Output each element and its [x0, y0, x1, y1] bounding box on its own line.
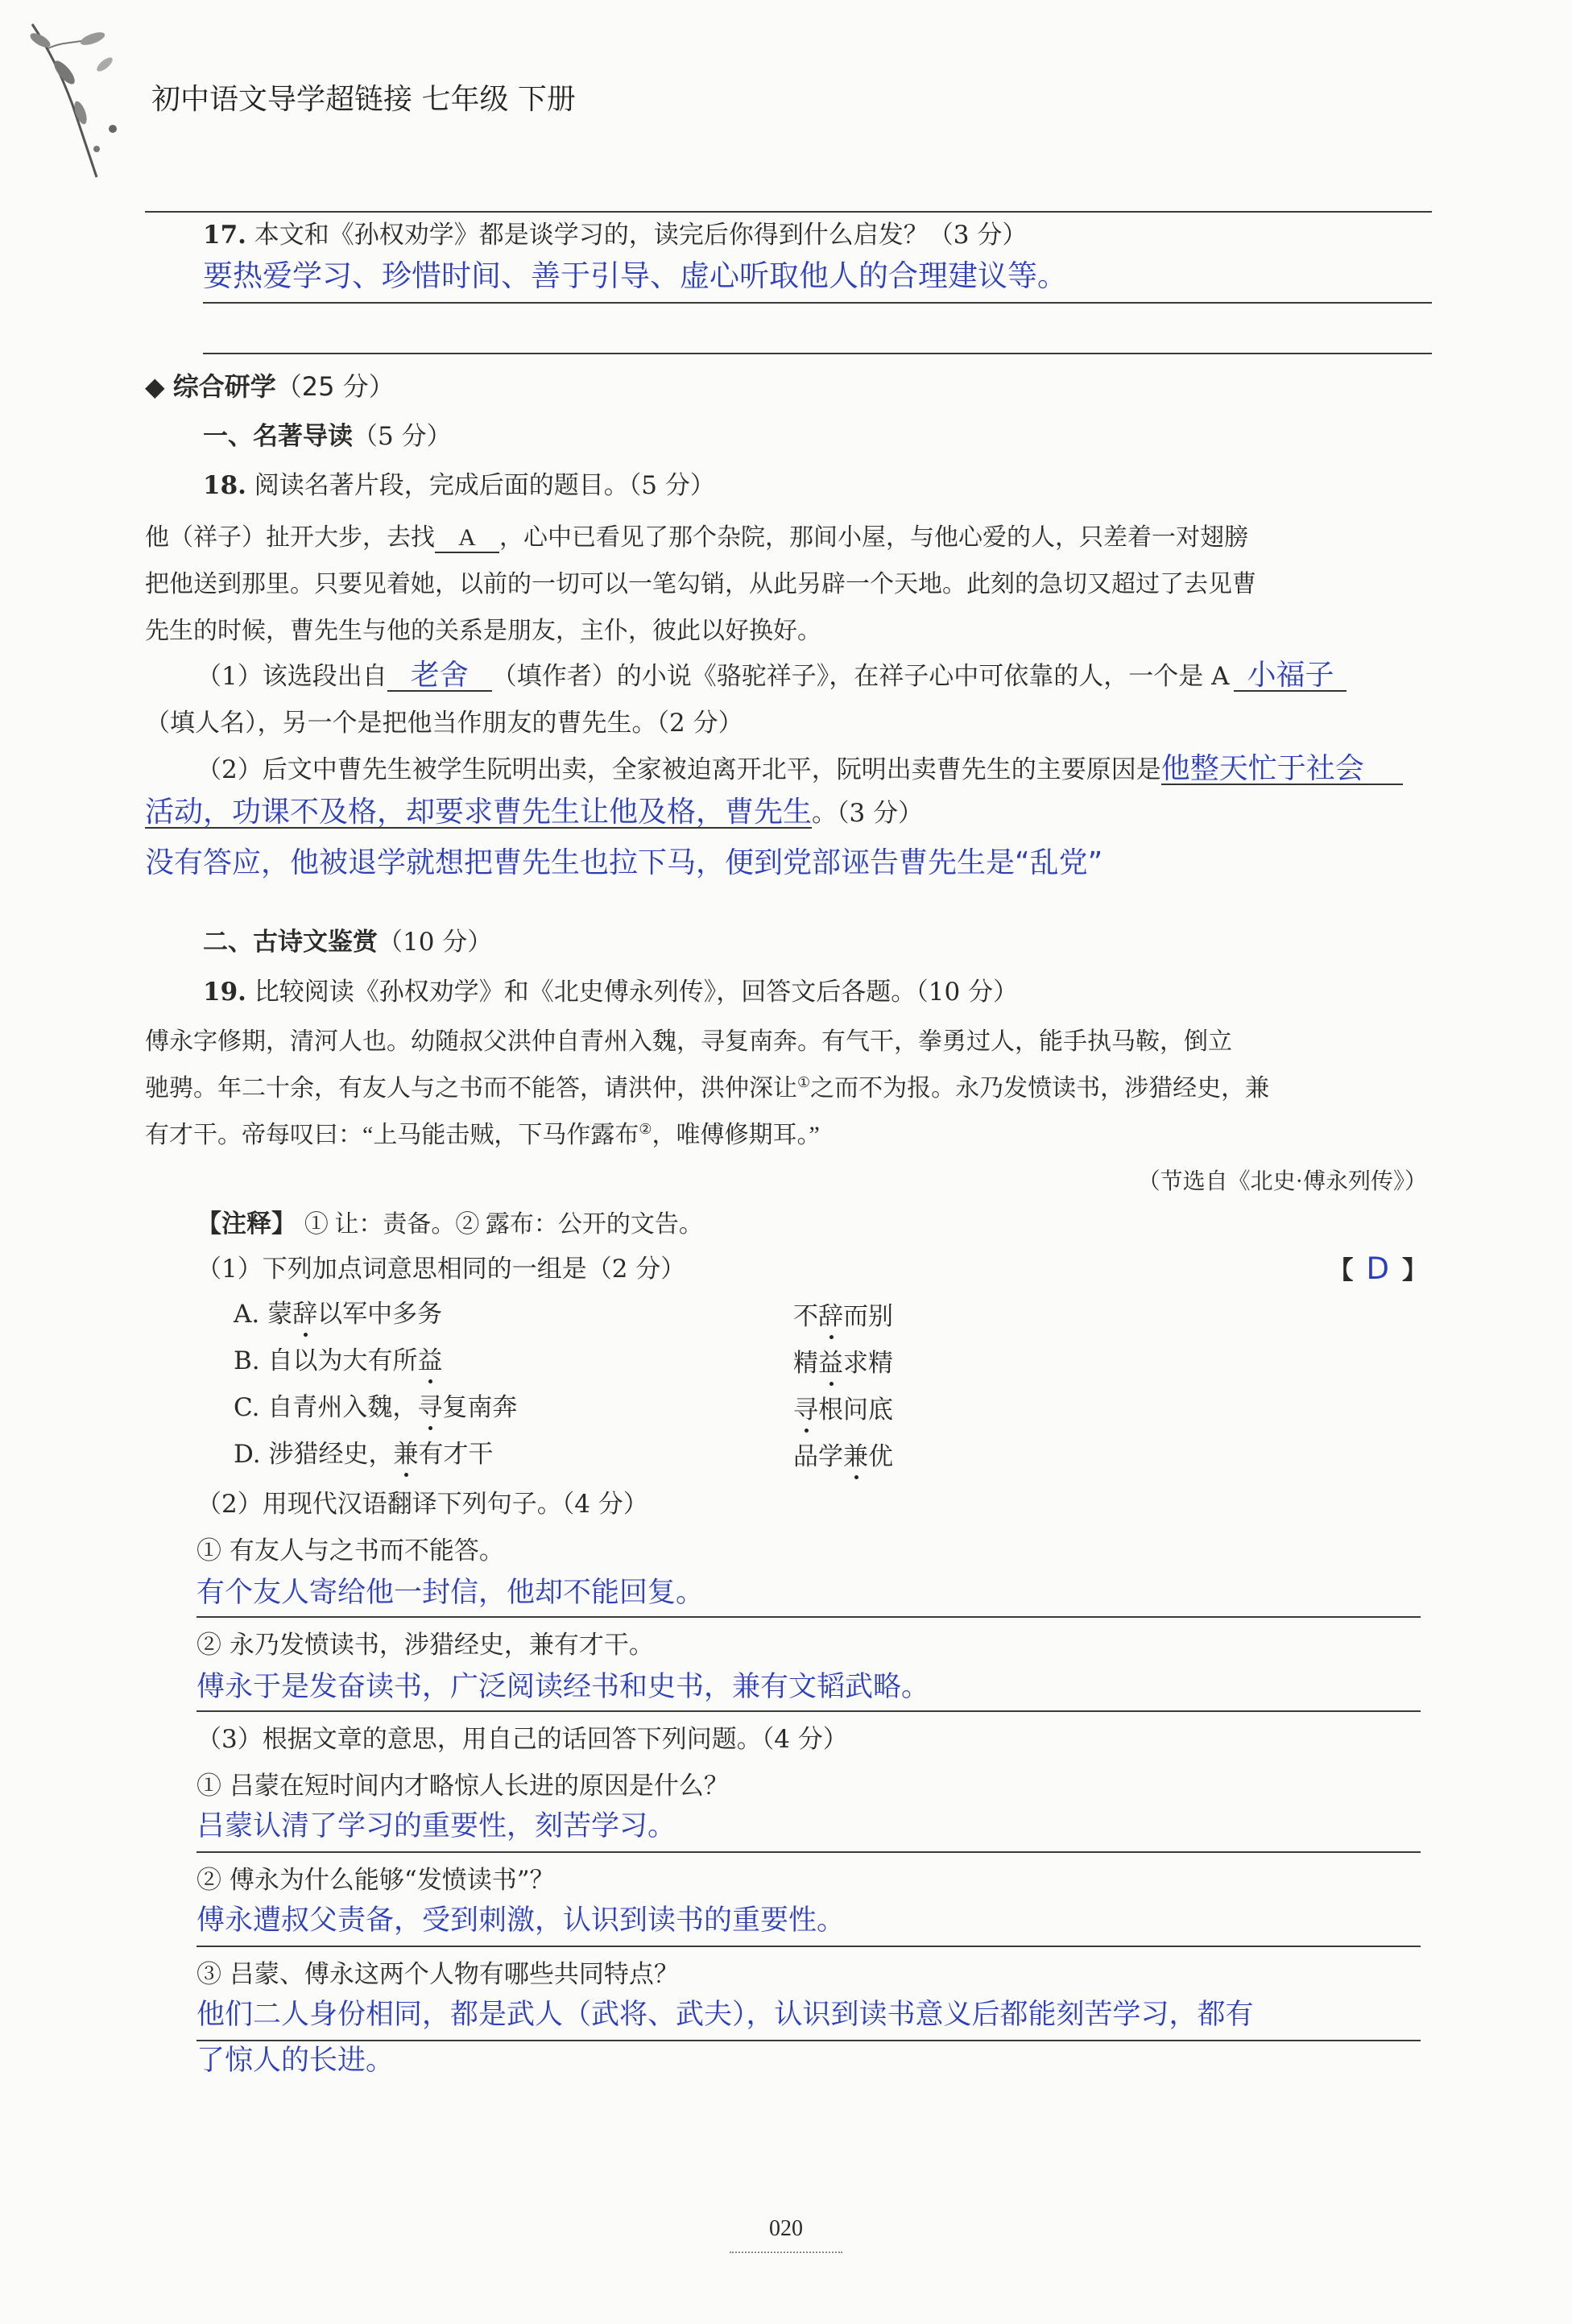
q19-source: （节选自《北史·傅永列传》）: [1137, 1169, 1427, 1194]
sub1-answer: D: [1366, 1251, 1389, 1286]
dotted-char: 益: [818, 1349, 843, 1378]
q18-sub2-line1: [196, 754, 1403, 786]
passage-text: ，心中已看见了那个杂院，那间小屋，与他心爱的人，只差着一对翅膀: [499, 524, 1248, 551]
blank-a: A: [435, 524, 499, 553]
sub2-score: 。（3 分）: [812, 799, 924, 828]
q18-sub2-answer-line3: 没有答应，他被退学就想把曹先生也拉下马，便到党部诬告曹先生是“乱党”: [145, 846, 1103, 879]
part1-heading: [203, 420, 452, 453]
q17-prompt: [203, 219, 1027, 251]
option-b: [234, 1345, 443, 1377]
option-d-right: [793, 1441, 893, 1473]
q17-text: 本文和《孙权劝学》都是谈学习的，读完后你得到什么启发？（3 分）: [254, 221, 1028, 250]
option-right-text: 品学兼优: [793, 1442, 893, 1471]
section-title: 综合研学: [172, 371, 276, 402]
q19-sub1-prompt: （1）下列加点词意思相同的一组是（2 分）: [196, 1255, 686, 1284]
passage-text: 他（祥子）扯开大步，去找: [145, 524, 435, 551]
answer-line: [203, 302, 1432, 304]
dotted-char: 辞: [292, 1300, 318, 1329]
option-c: [234, 1392, 517, 1424]
reason-q2: ② 傅永为什么能够“发愤读书”？: [196, 1866, 555, 1895]
sub1-answer-name: 小福子: [1234, 661, 1347, 692]
dotted-char: 辞: [818, 1302, 843, 1331]
option-label: A.: [234, 1300, 260, 1329]
q19-prompt: [203, 976, 1018, 1008]
answer-line: [196, 1946, 1421, 1947]
q18-sub1-line2: （填人名），另一个是把他当作朋友的曹先生。（2 分）: [145, 709, 743, 738]
reason-a2: 傅永遭叔父责备，受到刺激，认识到读书的重要性。: [196, 1904, 846, 1937]
page-number: 020: [769, 2216, 803, 2241]
part1-score: （5 分）: [353, 422, 452, 451]
passage-text: 驰骋。年二十余，有友人与之书而不能答，请洪仲，洪仲深让: [145, 1075, 797, 1102]
q19-sub3-prompt: （3）根据文章的意思，用自己的话回答下列问题。（4 分）: [196, 1725, 848, 1754]
sub2-answer: 他整天忙于社会: [1161, 755, 1403, 785]
divider: [145, 211, 1432, 213]
reason-q3: ③ 吕蒙、傅永这两个人物有哪些共同特点？: [196, 1960, 679, 1989]
dotted-char: 兼: [843, 1442, 868, 1471]
dotted-char: 寻: [417, 1393, 443, 1422]
q19-passage-line3: [145, 1114, 820, 1150]
q18-sub1-line1: [196, 660, 1347, 693]
q18-text: 阅读名著片段，完成后面的题目。（5 分）: [254, 471, 715, 500]
part2-heading: [203, 926, 492, 958]
q19-passage-line1: 傅永字修期，清河人也。幼随叔父洪仲自青州入魏，寻复南奔。有气干，拳勇过人，能手执马鞍，倒立: [145, 1028, 1232, 1055]
option-right-text: 精益求精: [793, 1349, 893, 1378]
footnote-marker: ②: [639, 1121, 652, 1137]
q19-text: 比较阅读《孙权劝学》和《北史傅永列传》，回答文后各题。（10 分）: [254, 978, 1019, 1007]
dotted-char: 兼: [393, 1440, 419, 1469]
option-d: [234, 1438, 493, 1470]
answer-line: [196, 1710, 1421, 1712]
part1-title: 一、名著导读: [203, 422, 353, 451]
q18-prompt: [203, 469, 715, 502]
header-title: 初中语文导学超链接 七年级 下册: [151, 83, 576, 116]
q19-sub2-prompt: （2）用现代汉语翻译下列句子。（4 分）: [196, 1490, 648, 1519]
dotted-char: 寻: [793, 1396, 818, 1425]
q19-passage-line2: [145, 1068, 1269, 1103]
option-left-text: 自以为大有所益: [267, 1346, 443, 1375]
option-label: D.: [234, 1440, 261, 1469]
note-label: 【注释】: [196, 1210, 296, 1239]
answer-line: [196, 1616, 1421, 1618]
q19-notes: [196, 1208, 703, 1241]
translate-q1: ① 有友人与之书而不能答。: [196, 1536, 504, 1565]
footnote-marker: ①: [797, 1074, 811, 1090]
translate-a1: 有个友人寄给他一封信，他却不能回复。: [196, 1577, 705, 1609]
sub1-answer-author: 老舍: [387, 661, 492, 692]
q19-number: 19.: [203, 978, 246, 1007]
option-right-text: 寻根问底: [793, 1396, 893, 1425]
q18-number: 18.: [203, 471, 246, 500]
option-label: C.: [234, 1393, 260, 1422]
sub1-text: （填作者）的小说《骆驼祥子》，在祥子心中可依靠的人，一个是 A: [491, 662, 1230, 691]
ink-plant-decoration: [16, 16, 137, 185]
q18-passage-line2: 把他送到那里。只要见着她，以前的一切可以一笔勾销，从此另辟一个天地。此刻的急切又超过了去见曹: [145, 571, 1256, 598]
translate-a2: 傅永于是发奋读书，广泛阅读经书和史书，兼有文韬武略。: [196, 1671, 930, 1703]
passage-text: 之而不为报。永乃发愤读书，涉猎经史，兼: [810, 1075, 1270, 1102]
option-left-text: 蒙辞以军中多务: [267, 1300, 443, 1329]
q19-sub1-answer-bracket: [1329, 1253, 1428, 1287]
reason-q1: ① 吕蒙在短时间内才略惊人长进的原因是什么？: [196, 1772, 729, 1801]
sub1-text: （1）该选段出自: [196, 662, 387, 691]
reason-a3-line2: 了惊人的长进。: [196, 2045, 395, 2077]
translate-q2: ② 永乃发愤读书，涉猎经史，兼有才干。: [196, 1631, 654, 1660]
q18-passage-line1: [145, 517, 1248, 553]
diamond-icon: ◆: [145, 371, 165, 402]
option-left-text: 涉猎经史，兼有才干: [268, 1440, 494, 1469]
option-right-text: 不辞而别: [793, 1302, 893, 1331]
part2-title: 二、古诗文鉴赏: [203, 928, 378, 957]
section-score: （25 分）: [275, 371, 395, 402]
sub2-answer: 活动，功课不及格，却要求曹先生让他及格，曹先生: [145, 796, 813, 829]
answer-line: [203, 353, 1432, 354]
dotted-char: 益: [417, 1346, 443, 1375]
option-label: B.: [234, 1346, 260, 1375]
section-heading: [145, 366, 395, 403]
reason-a1: 吕蒙认清了学习的重要性，刻苦学习。: [196, 1810, 676, 1842]
option-a: [234, 1298, 442, 1330]
answer-line: [196, 1851, 1421, 1853]
part2-score: （10 分）: [378, 928, 493, 957]
sub2-text: （2）后文中曹先生被学生阮明出卖，全家被迫离开北平，阮明出卖曹先生的主要原因是: [196, 755, 1161, 784]
q18-passage-line3: 先生的时候，曹先生与他的关系是朋友，主仆，彼此以好换好。: [145, 618, 821, 644]
q18-sub2-line2: [145, 797, 923, 829]
bracket-right: 】: [1402, 1256, 1427, 1285]
option-a-right: [793, 1301, 893, 1333]
q17-number: 17.: [203, 221, 246, 250]
page-number-dots: [730, 2252, 842, 2253]
note-text: ① 让：责备。② 露布：公开的文告。: [304, 1211, 703, 1238]
passage-text: ，唯傅修期耳。”: [652, 1122, 820, 1148]
q17-answer: 要热爱学习、珍惜时间、善于引导、虚心听取他人的合理建议等。: [203, 258, 1067, 293]
bracket-left: 【: [1328, 1256, 1354, 1285]
passage-text: 有才干。帝每叹曰：“上马能击贼，下马作露布: [145, 1122, 639, 1148]
reason-a3-line1: 他们二人身份相同，都是武人（武将、武夫），认识到读书意义后都能刻苦学习，都有: [196, 1999, 1254, 2031]
option-left-text: 自青州入魏，寻复南奔: [267, 1393, 518, 1422]
option-c-right: [793, 1394, 893, 1426]
option-b-right: [793, 1347, 893, 1379]
